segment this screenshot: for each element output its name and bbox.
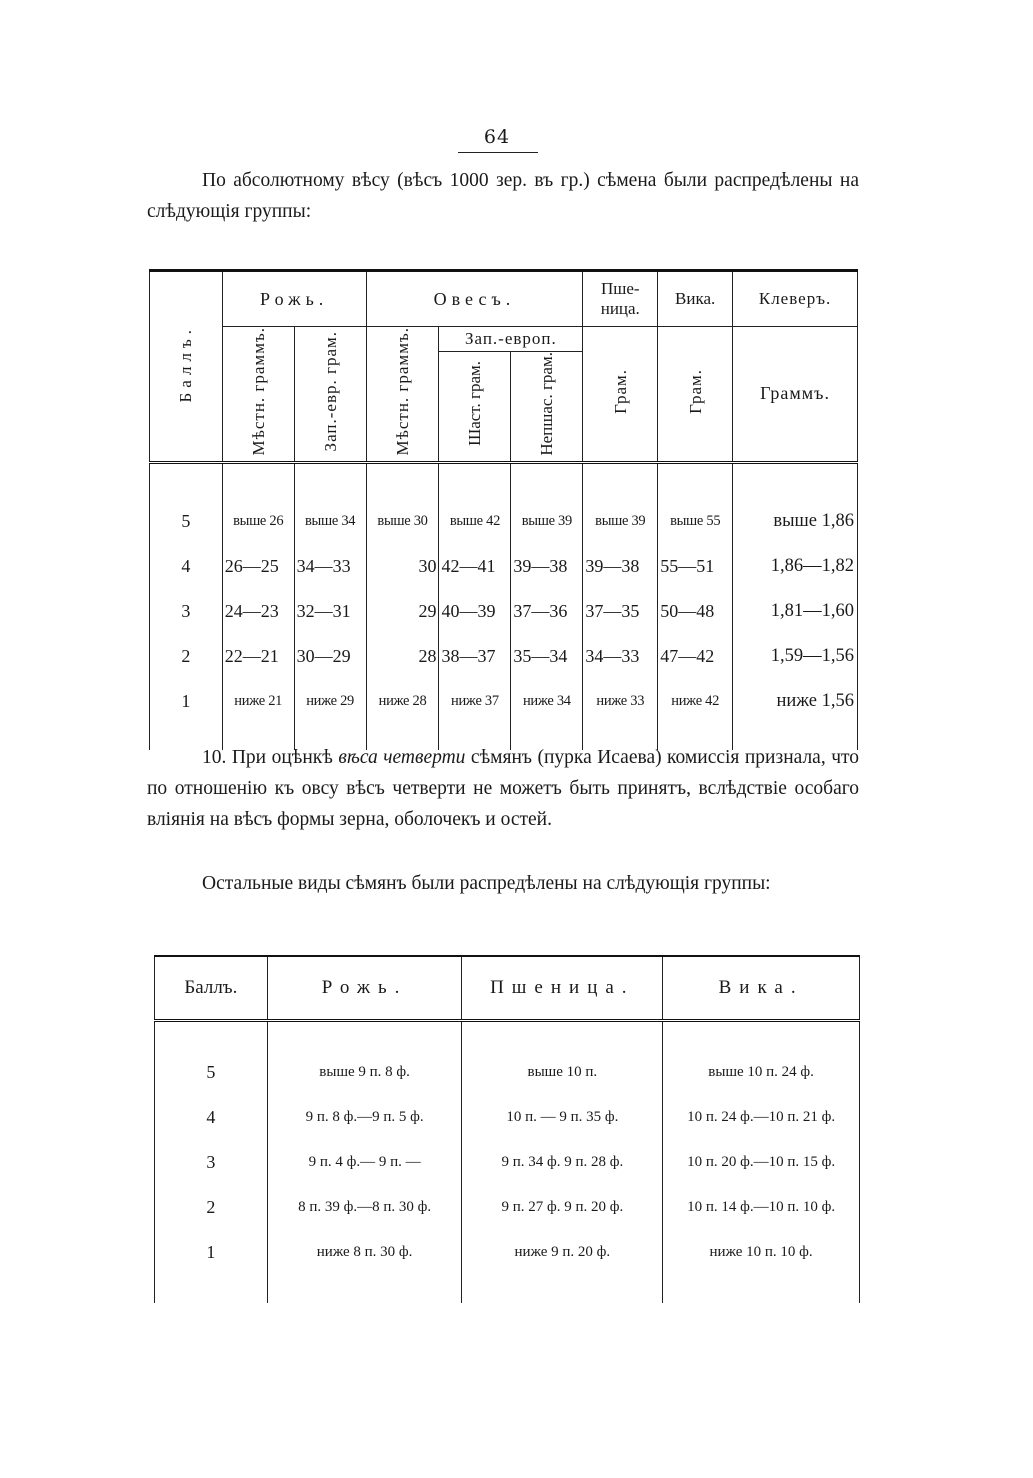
rye-header: Рожь.	[222, 271, 366, 327]
t2-rye-header: Рожь.	[267, 956, 462, 1021]
wheat-unit: Грам.	[583, 327, 658, 463]
rye-west-header: Зап.-евр. грам.	[294, 327, 366, 463]
paragraph-10-text: сѣмянъ (пурка Исаева) комиссія признала, что по отношенію къ овсу вѣсъ четверти не можетъ быть принятъ, вслѣдствіе особаго вліянія на вѣсъ формы зерна, оболочекъ и остей.	[147, 747, 860, 830]
oats-header: Овесъ.	[366, 271, 583, 327]
table-row: 3 9 п. 4 ф.— 9 п. — 9 п. 34 ф. 9 п. 28 ф. 10 п. 20 ф.—10 п. 15 ф.	[155, 1140, 860, 1185]
rye-local-header: Мѣстн. граммъ.	[222, 327, 294, 463]
table-row: 4 9 п. 8 ф.—9 п. 5 ф. 10 п. — 9 п. 35 ф. 10 п. 24 ф.—10 п. 21 ф.	[155, 1095, 860, 1140]
page-number: 64	[483, 126, 511, 148]
table-row: 2 8 п. 39 ф.—8 п. 30 ф. 9 п. 27 ф. 9 п. 20 ф. 10 п. 14 ф.—10 п. 10 ф.	[155, 1185, 860, 1230]
table-row: 4 26—25 34—33 30 42—41 39—38 39—38 55—51 1,86—1,82	[150, 544, 858, 589]
quarter-weight-table	[154, 955, 860, 1303]
table-row: 5 выше 26 выше 34 выше 30 выше 42 выше 39 выше 39 выше 55 выше 1,86	[150, 499, 858, 544]
table-row: 2 22—21 30—29 28 38—37 35—34 34—33 47—42 1,59—1,56	[150, 634, 858, 679]
paragraph-intro-text: По абсолютному вѣсу (вѣсъ 1000 зер. въ гр.) сѣмена были распредѣлены на слѣдующія группы:	[147, 170, 859, 222]
vetch-header: Вика.	[658, 271, 733, 327]
t2-wheat-header: Пшеница.	[462, 956, 663, 1021]
clover-header: Клеверъ.	[733, 271, 858, 327]
paragraph-other-seeds	[147, 868, 859, 899]
paragraph-intro	[147, 165, 859, 227]
table-row: 1 ниже 8 п. 30 ф. ниже 9 п. 20 ф. ниже 10 п. 10 ф.	[155, 1230, 860, 1275]
oats-local-header: Мѣстн. граммъ.	[366, 327, 439, 463]
absolute-weight-table	[149, 269, 858, 750]
oats-shast-header: Шаст. грам.	[439, 352, 511, 463]
vetch-unit: Грам.	[658, 327, 733, 463]
table-row: 1 ниже 21 ниже 29 ниже 28 ниже 37 ниже 34 ниже 33 ниже 42 ниже 1,56	[150, 679, 858, 724]
t2-vetch-header: Вика.	[663, 956, 860, 1021]
paragraph-other-seeds-text: Остальные виды сѣмянъ были распредѣлены на слѣдующія группы:	[202, 873, 771, 894]
score-header: Баллъ.	[150, 271, 223, 463]
table-row: 3 24—23 32—31 29 40—39 37—36 37—35 50—48 1,81—1,60	[150, 589, 858, 634]
page-number-rule	[458, 152, 538, 153]
wheat-header: Пше-ница.	[583, 271, 658, 327]
paragraph-10	[147, 742, 859, 835]
paragraph-10-number: 10. При оцѣнкѣ	[202, 747, 333, 768]
table-row: 5 выше 9 п. 8 ф. выше 10 п. выше 10 п. 24 ф.	[155, 1050, 860, 1095]
oats-neshast-header: Непшас. грам.	[511, 352, 583, 463]
paragraph-10-emphasis: вѣса четверти	[338, 747, 466, 768]
t2-score-header: Баллъ.	[184, 977, 238, 998]
clover-unit: Граммъ.	[733, 327, 858, 463]
oats-west-header: Зап.-европ.	[439, 327, 583, 352]
